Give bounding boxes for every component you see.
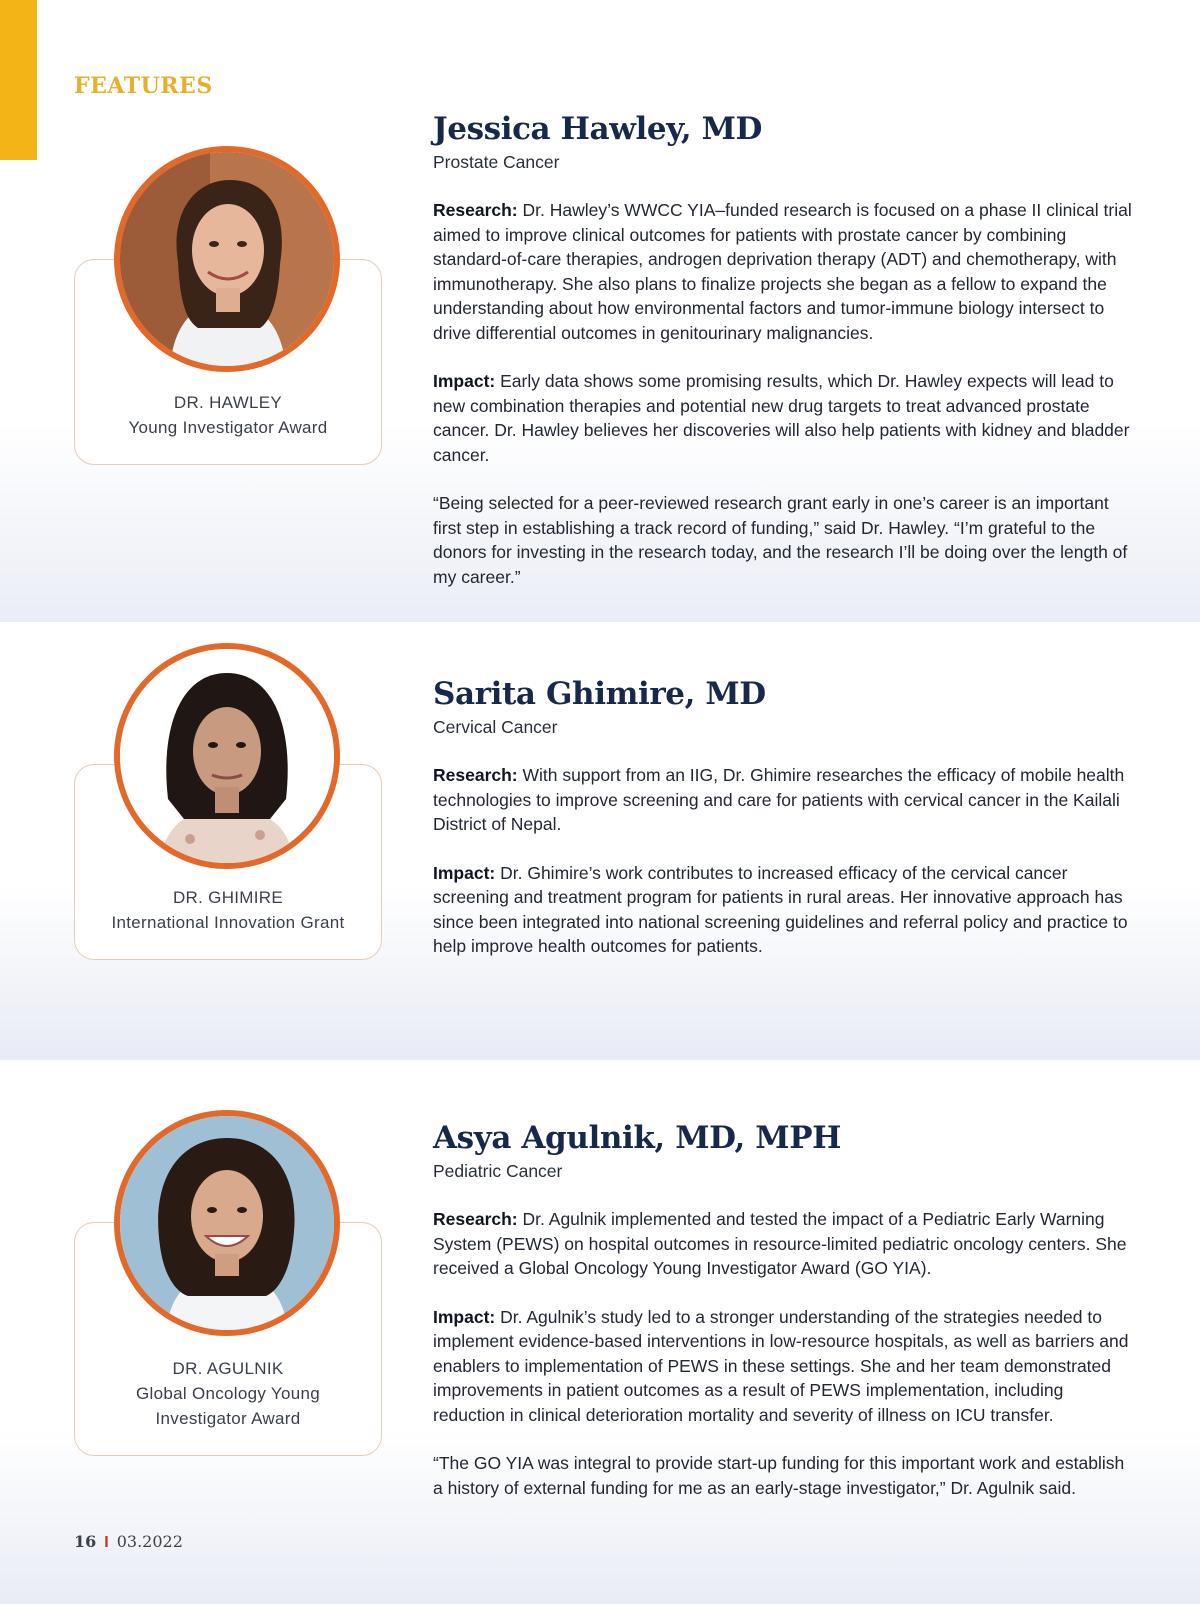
card-award: Young Investigator Award [128,418,328,437]
research-paragraph [433,1207,1133,1281]
card-award: International Innovation Grant [111,913,345,932]
award-card-text [75,390,381,440]
bio-ghimire [433,675,1133,959]
impact-paragraph [433,861,1133,959]
bio-cancer-type: Cervical Cancer [433,717,558,737]
bio-name: Asya Agulnik, MD, MPH [433,1120,842,1156]
award-card-text [75,885,381,935]
issue-date: 03.2022 [116,1532,183,1551]
quote-paragraph: “Being selected for a peer-reviewed research grant early in one’s career is an important first step in establishing a track record of funding,” said Dr. Hawley. “I’m grateful to the donors for investing in the research today, and the research I’ll be doing over the length of my career.” [433,493,1128,587]
research-paragraph [433,198,1133,345]
quote-paragraph: “The GO YIA was integral to provide start-up funding for this important work and establish a history of external funding for me as an early-stage investigator,” Dr. Agulnik said. [433,1453,1125,1498]
bio-name: Sarita Ghimire, MD [433,676,766,712]
research-label: Research: [433,200,518,220]
impact-text: Dr. Agulnik’s study led to a stronger understanding of the strategies needed to implement evidence-based interventions in low-resource hospitals, as well as barriers and enablers to implementation of PEWS in these settings. She and her team demonstrated improvements in patient outcomes as a result of PEWS implementation, including reduction in clinical deterioration mortality and severity of illness on ICU transfer. [433,1306,1129,1425]
impact-paragraph [433,1305,1133,1428]
bio-cancer-type: Prostate Cancer [433,152,560,172]
section-accent-tab [0,0,37,160]
section-label: FEATURES [74,73,213,99]
research-text: Dr. Hawley’s WWCC YIA–funded research is focused on a phase II clinical trial aimed to improve clinical outcomes for patients with prostate cancer by combining standard-of-care therapies, androgen deprivation therapy (ADT) and chemotherapy, with immunotherapy. She also plans to finalize projects she began as a fellow to expand the understanding about how environmental factors and tumor-immune biology intersect to drive differential outcomes in genitourinary malignancies. [433,200,1132,343]
portrait-photo-hawley [114,146,340,372]
impact-text: Dr. Ghimire’s work contributes to increased efficacy of the cervical cancer screening and treatment program for patients in rural areas. Her innovative approach has since been integrated into national screening guidelines and referral policy and practice to help improve health outcomes for patients. [433,862,1128,956]
portrait-image [120,1116,334,1330]
impact-text: Early data shows some promising results, which Dr. Hawley expects will lead to new combination therapies and potential new drug targets to treat advanced prostate cancer. Dr. Hawley believes her discoveries will also help patients with kidney and bladder cancer. [433,371,1130,465]
portrait-image [120,649,334,863]
research-paragraph [433,763,1133,837]
card-name: DR. HAWLEY [173,393,283,412]
card-award-line-1: Global Oncology Young [136,1384,320,1403]
card-name: DR. AGULNIK [172,1359,284,1378]
page-footer [74,1532,183,1552]
page-number: 16 [74,1532,97,1551]
portrait-photo-agulnik [114,1110,340,1336]
research-label: Research: [433,765,518,785]
card-award-line-2: Investigator Award [155,1409,301,1428]
award-card-text [75,1356,381,1431]
bio-name: Jessica Hawley, MD [433,111,763,147]
card-name: DR. GHIMIRE [172,888,284,907]
impact-label: Impact: [433,862,496,883]
research-label: Research: [433,1209,518,1229]
portrait-photo-ghimire [114,643,340,869]
research-text: With support from an IIG, Dr. Ghimire researches the efficacy of mobile health technologies to improve screening and care for patients with cervical cancer in the Kailali District of Nepal. [433,765,1125,834]
research-text: Dr. Agulnik implemented and tested the impact of a Pediatric Early Warning System (PEWS) on hospital outcomes in resource-limited pediatric oncology centers. She received a Global Oncology Young Investigator Award (GO YIA). [433,1209,1127,1278]
impact-label: Impact: [433,1306,496,1327]
impact-paragraph [433,369,1133,467]
footer-separator: I [104,1534,109,1551]
bio-agulnik [433,1119,1133,1500]
impact-label: Impact: [433,371,496,391]
bio-cancer-type: Pediatric Cancer [433,1161,563,1181]
portrait-image [120,152,334,366]
bio-hawley [433,110,1133,589]
